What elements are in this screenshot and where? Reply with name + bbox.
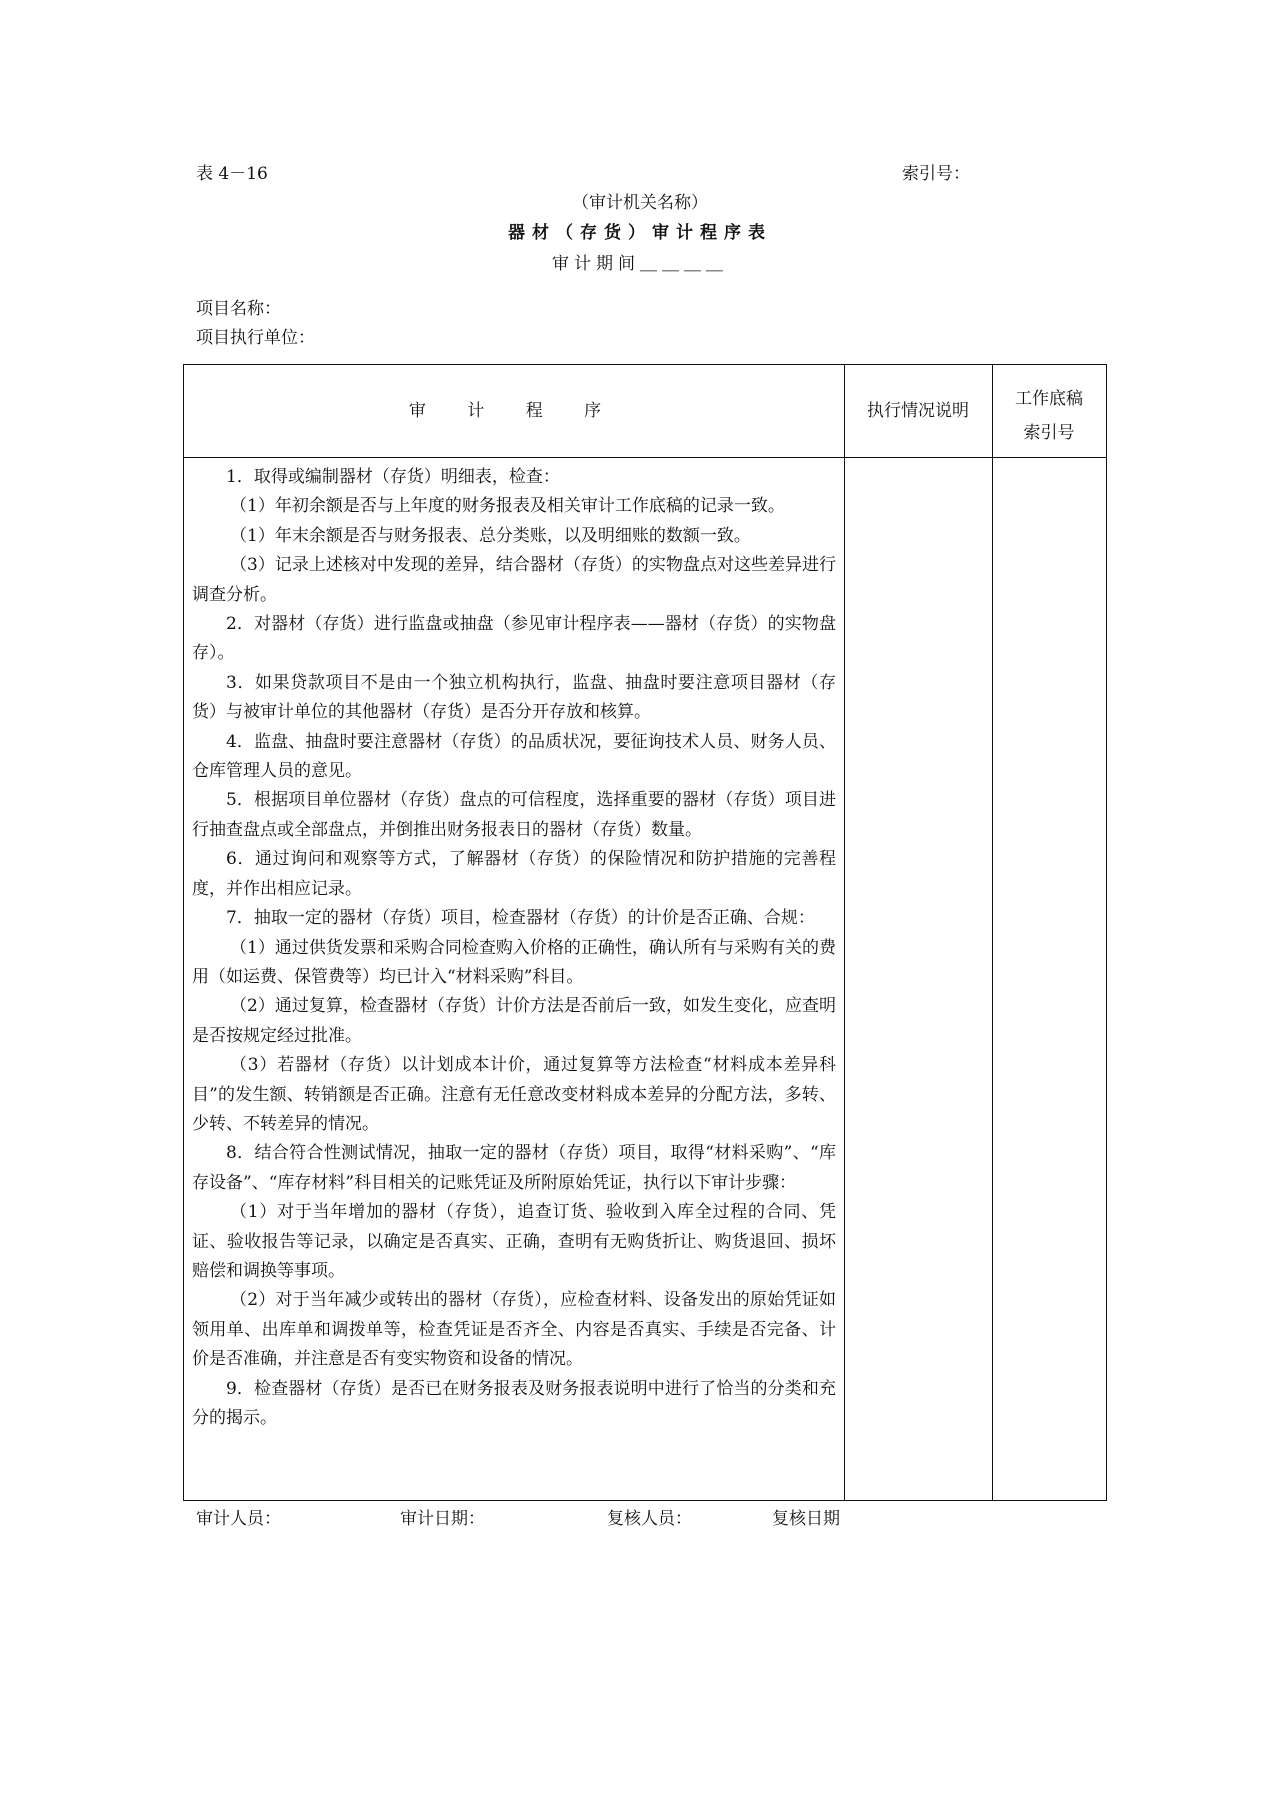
audit-period: 审计期间＿＿＿＿ [552, 254, 728, 274]
document-title: 器材（存货）审计程序表 [508, 223, 772, 243]
auditor-label: 审计人员： [196, 1509, 281, 1529]
audit-org-name: （审计机关名称） [572, 193, 708, 213]
procedure-subitem: （3）记录上述核对中发现的差异，结合器材（存货）的实物盘点对这些差异进行调查分析。 [192, 555, 836, 605]
column-header-workpaper-ref [992, 382, 1106, 450]
reviewer-label: 复核人员： [607, 1509, 692, 1529]
audit-procedure-table [183, 364, 1107, 1501]
signoff-row [0, 1508, 1280, 1534]
column-header-execution: 执行情况说明 [867, 401, 969, 421]
procedure-item: 6．通过询问和观察等方式，了解器材（存货）的保险情况和防护措施的完善程度，并作出相应记录。 [192, 849, 836, 899]
column-divider [992, 365, 993, 1500]
procedure-item: 4．监盘、抽盘时要注意器材（存货）的品质状况，要征询技术人员、财务人员、仓库管理人员的意见。 [192, 731, 836, 782]
procedure-item: 9．检查器材（存货）是否已在财务报表及财务报表说明中进行了恰当的分类和充分的揭示。 [192, 1378, 836, 1428]
column-divider [844, 365, 845, 1500]
procedure-list [192, 463, 836, 1433]
column-header-ref-line1: 工作底稿 [1015, 389, 1083, 409]
procedure-item: 1．取得或编制器材（存货）明细表，检查： [226, 467, 560, 487]
procedure-item: 3．如果贷款项目不是由一个独立机构执行，监盘、抽盘时要注意项目器材（存货）与被审计单位的其他器材（存货）是否分开存放和核算。 [192, 672, 836, 723]
procedure-subitem: （3）若器材（存货）以计划成本计价，通过复算等方法检查“材料成本差异科目”的发生额、转销额是否正确。注意有无任意改变材料成本差异的分配方法，多转、少转、不转差异的情况。 [192, 1055, 836, 1134]
procedure-item: 7．抽取一定的器材（存货）项目，检查器材（存货）的计价是否正确、合规： [226, 908, 815, 929]
procedure-subitem: （1）年末余额是否与财务报表、总分类账，以及明细账的数额一致。 [230, 525, 751, 546]
procedure-item: 8．结合符合性测试情况，抽取一定的器材（存货）项目，取得“材料采购”、“库存设备”、“库存材料”科目相关的记账凭证及所附原始凭证，执行以下审计步骤： [192, 1143, 836, 1193]
procedure-subitem: （1）通过供货发票和采购合同检查购入价格的正确性，确认所有与采购有关的费用（如运费、保管费等）均已计入“材料采购”科目。 [192, 937, 836, 987]
column-header-ref-line2: 索引号 [1023, 423, 1075, 443]
procedure-subitem: （2）对于当年减少或转出的器材（存货），应检查材料、设备发出的原始凭证如领用单、出库单和调拨单等，检查凭证是否齐全、内容是否真实、手续是否完备、计价是否准确，并注意是否有变实物资和设备的情况。 [192, 1290, 836, 1370]
procedure-subitem: （1）年初余额是否与上年度的财务报表及相关审计工作底稿的记录一致。 [230, 496, 785, 517]
index-number-label: 索引号： [902, 164, 970, 184]
project-unit-label: 项目执行单位： [196, 328, 315, 348]
procedure-item: 2．对器材（存货）进行监盘或抽盘（参见审计程序表——器材（存货）的实物盘存）。 [192, 614, 836, 664]
procedure-subitem: （1）对于当年增加的器材（存货），追查订货、验收到入库全过程的合同、凭证、验收报告等记录，以确定是否真实、正确，查明有无购货折让、购货退回、损坏赔偿和调换等事项。 [192, 1202, 836, 1281]
column-header-procedure: 审 计 程 序 [408, 401, 620, 421]
audit-date-label: 审计日期： [400, 1509, 485, 1529]
procedure-subitem: （2）通过复算，检查器材（存货）计价方法是否前后一致，如发生变化，应查明是否按规定经过批准。 [192, 996, 836, 1046]
project-name-label: 项目名称： [196, 299, 281, 319]
review-date-label: 复核日期 [772, 1509, 840, 1529]
header-divider [184, 457, 1106, 458]
table-number: 表 4－16 [196, 164, 268, 184]
procedure-item: 5．根据项目单位器材（存货）盘点的可信程度，选择重要的器材（存货）项目进行抽查盘点或全部盘点，并倒推出财务报表日的器材（存货）数量。 [192, 790, 836, 840]
